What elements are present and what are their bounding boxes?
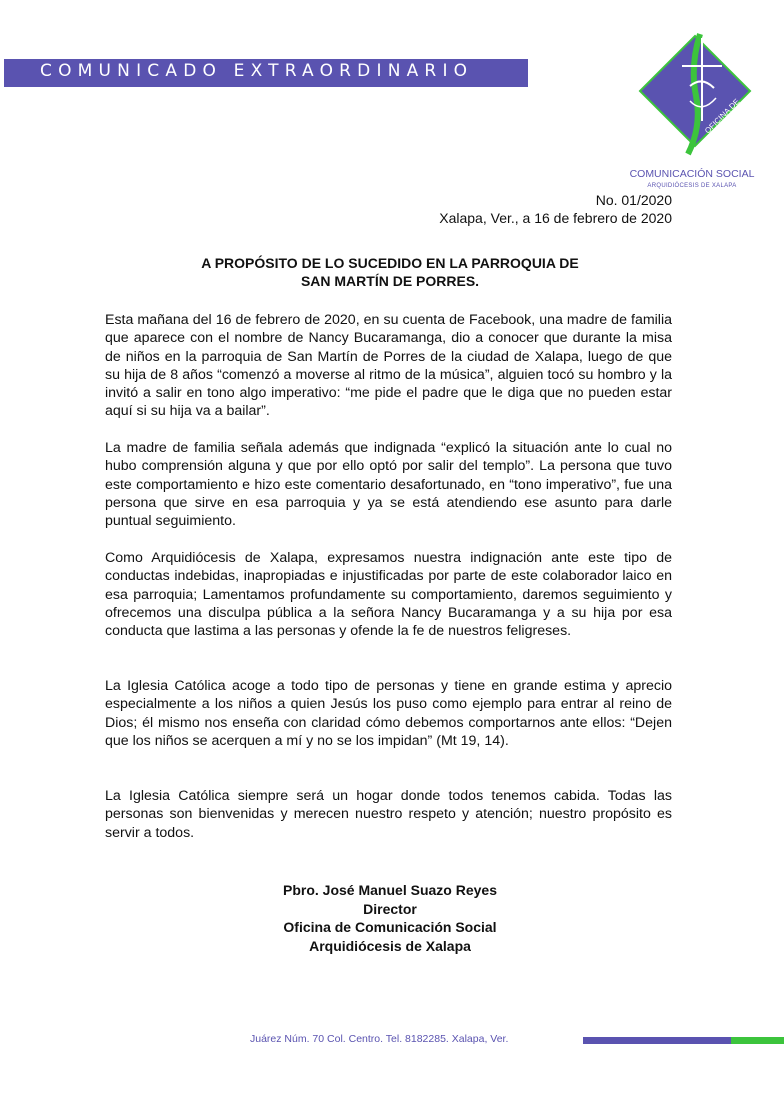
logo-lettering: OFICINA DE xyxy=(703,96,742,136)
banner-title: COMUNICADO EXTRAORDINARIO xyxy=(40,61,474,81)
org-subtitle: ARQUIDIÓCESIS DE XALAPA xyxy=(647,183,737,189)
paragraph: Como Arquidiócesis de Xalapa, expresamos nuestra indignación ante este tipo de conductas indebidas, inapropiadas e injustificadas por parte de este colaborador laico en esa parroquia; Lamentamos profundamente su comportamiento, daremos seguimiento y ofrecemos una disculpa pública a la señora Nancy Bucaramanga y a su hija por esa conducta que lastima a las personas y ofende la fe de nuestros feligreses. xyxy=(105,550,672,640)
signature-name: Pbro. José Manuel Suazo Reyes xyxy=(283,882,497,898)
signature-diocese: Arquidiócesis de Xalapa xyxy=(309,937,471,954)
footer-address: Juárez Núm. 70 Col. Centro. Tel. 8182285. Xalapa, Ver. xyxy=(250,1033,509,1045)
title-line-2: SAN MARTÍN DE PORRES. xyxy=(300,273,480,289)
org-name: COMUNICACIÓN SOCIAL xyxy=(629,168,755,180)
document-place-date: Xalapa, Ver., a 16 de febrero de 2020 xyxy=(439,210,672,226)
document-number: No. 01/2020 xyxy=(595,192,672,208)
title-line-1: A PROPÓSITO DE LO SUCEDIDO EN LA PARROQUIA DE xyxy=(201,255,579,271)
signature-role: Director xyxy=(363,900,417,917)
footer-bar-blue xyxy=(583,1037,731,1044)
paragraph: Esta mañana del 16 de febrero de 2020, en su cuenta de Facebook, una madre de familia que aparece con el nombre de Nancy Bucaramanga, dio a conocer que durante la misa de niños en la parroquia de San Martín de Porres de la ciudad de Xalapa, luego de que su hija de 8 años “comenzó a moverse al ritmo de la música”, alguien tocó su hombro y la invitó a salir en tono algo imperativo: “me pide el padre que le diga que no pueden estar aquí si su hija va a bailar”. xyxy=(105,312,672,420)
document-reference xyxy=(439,191,672,227)
signature-office: Oficina de Comunicación Social xyxy=(283,919,497,935)
paragraph: La Iglesia Católica acoge a todo tipo de personas y tiene en grande estima y aprecio especialmente a los niños a quien Jesús los puso como ejemplo para entrar al reino de Dios; él mismo nos enseña con claridad cómo debemos comportarnos ante ellos: “Dejen que los niños se acerquen a mí y no se los impidan” (Mt 19, 14). xyxy=(105,678,672,749)
footer-bar-green xyxy=(731,1037,784,1044)
signature-block xyxy=(190,881,590,955)
paragraph: La madre de familia señala además que indignada “explicó la situación ante lo cual no hubo comprensión alguna y que por ello optó por salir del templo”. La persona que tuvo este comportamiento e hizo este comentario desafortunado, en “tono imperativo”, fue una persona que sirve en esa parroquia y ya se está atendiendo ese asunto para darle puntual seguimiento. xyxy=(105,440,672,530)
document-title xyxy=(100,254,680,290)
paragraph: La Iglesia Católica siempre será un hogar donde todos tenemos cabida. Todas las personas son bienvenidas y merecen nuestro respeto y atención; nuestro propósito es servir a todos. xyxy=(105,788,672,841)
diocese-logo-icon xyxy=(630,26,760,176)
